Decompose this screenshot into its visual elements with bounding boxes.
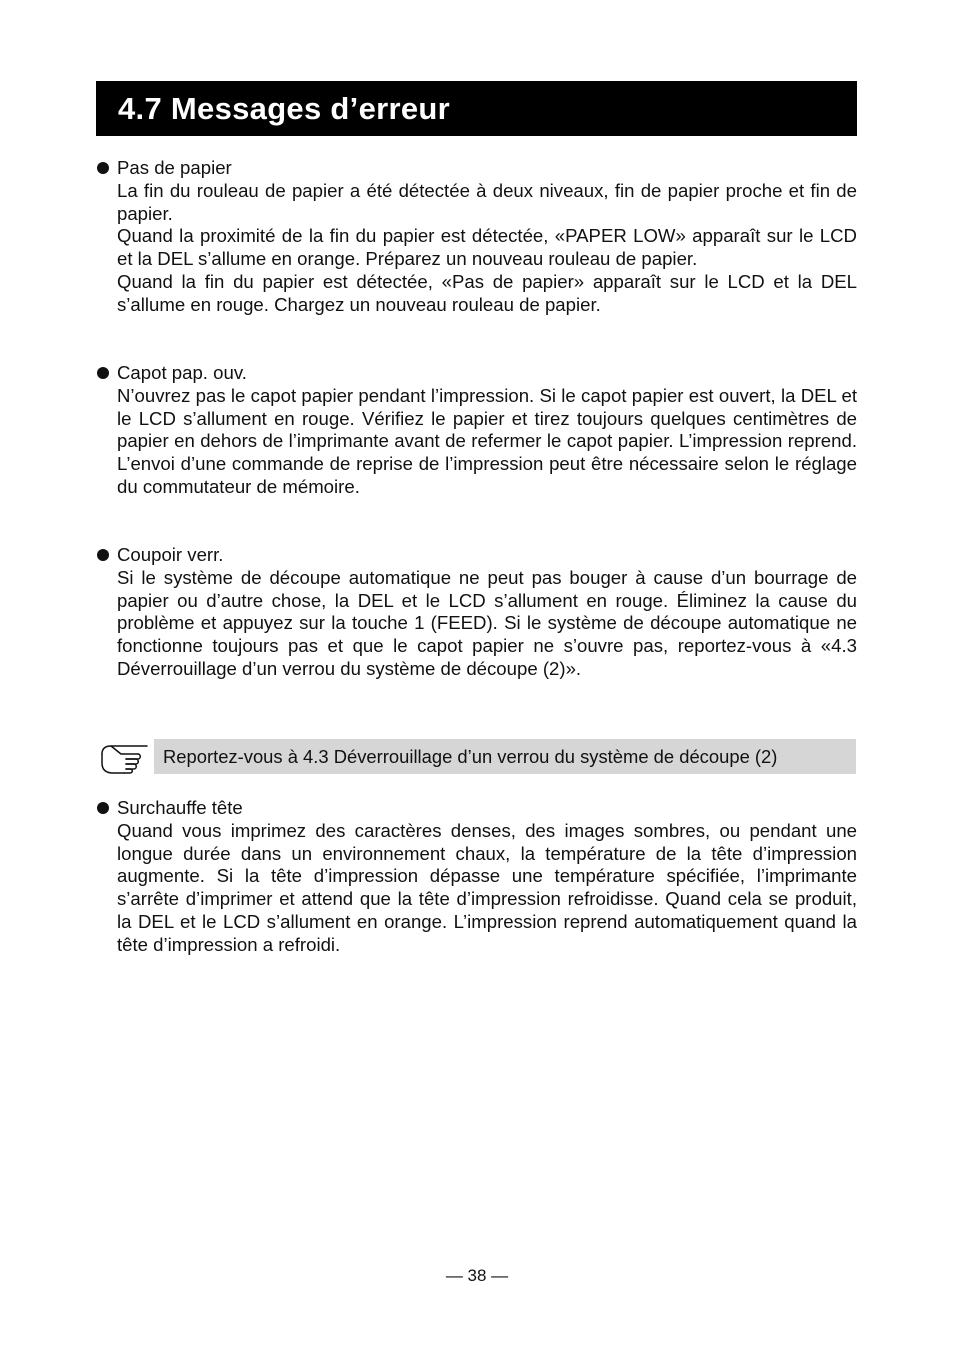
error-item-body — [96, 820, 857, 957]
error-item-body — [96, 180, 857, 317]
paragraph: N’ouvrez pas le capot papier pendant l’impression. Si le capot papier est ouvert, la DEL et le LCD s’allument en rouge. Vérifiez le papier et tirez toujours quelques centimètres de papier en dehors de l’imprimante avant de refermer le capot papier. L’impression reprend. L’envoi d’une commande de reprise de l’impression peut être nécessaire selon le réglage du commutateur de mémoire. — [117, 384, 857, 497]
paragraph: La fin du rouleau de papier a été détectée à deux niveaux, fin de papier proche et fin de papier. — [117, 179, 857, 224]
bullet-icon — [97, 367, 109, 379]
error-item-body — [96, 567, 857, 681]
error-item-cutter-locked — [96, 544, 857, 681]
paragraph: Si le système de découpe automatique ne peut pas bouger à cause d’un bourrage de papier ou d’autre chose, la DEL et le LCD s’allument en rouge. Éliminez la cause du problème et appuyez sur la touche 1 (FEED). Si le système de découpe automatique ne fonctionne toujours pas et que le capot papier ne s’ouvre pas, reportez-vous à «4.3 Déverrouillage d’un verrou du système de découpe (2)». — [117, 566, 857, 679]
page-number: — 38 — — [445, 1266, 509, 1285]
paragraph: Quand vous imprimez des caractères denses, des images sombres, ou pendant une longue durée dans un environnement chaux, la température de la tête d’impression augmente. Si la tête d’impression dépasse une température spécifiée, l’imprimante s’arrête d’imprimer et attend que la tête d’impression refroidisse. Quand cela se produit, la DEL et le LCD s’allument en orange. L’impression reprend automatiquement quand la tête d’impression a refroidi. — [117, 819, 857, 955]
reference-note — [100, 738, 857, 776]
error-item-title: Coupoir verr. — [117, 544, 224, 565]
error-item-title: Capot pap. ouv. — [117, 362, 247, 383]
bullet-icon — [97, 549, 109, 561]
section-title-bar — [96, 81, 857, 136]
paragraph: Quand la fin du papier est détectée, «Pas de papier» apparaît sur le LCD et la DEL s’allume en rouge. Chargez un nouveau rouleau de papier. — [117, 270, 857, 315]
error-item-heading — [96, 797, 857, 820]
error-item-heading — [96, 544, 857, 567]
section-title: 4.7 Messages d’erreur — [118, 91, 450, 126]
error-item-cover-open — [96, 362, 857, 499]
error-item-heading — [96, 362, 857, 385]
error-item-body — [96, 385, 857, 499]
reference-text[interactable]: Reportez-vous à 4.3 Déverrouillage d’un verrou du système de découpe (2) — [163, 745, 778, 767]
error-item-heading — [96, 157, 857, 180]
reference-box[interactable] — [154, 739, 856, 774]
pointing-hand-icon — [100, 741, 150, 775]
error-item-paper-out — [96, 157, 857, 317]
error-item-title: Pas de papier — [117, 157, 232, 178]
error-item-head-overheat — [96, 797, 857, 957]
paragraph: Quand la proximité de la fin du papier est détectée, «PAPER LOW» apparaît sur le LCD et la DEL s’allume en orange. Préparez un nouveau rouleau de papier. — [117, 225, 857, 270]
error-item-title: Surchauffe tête — [117, 797, 243, 818]
bullet-icon — [97, 162, 109, 174]
bullet-icon — [97, 802, 109, 814]
